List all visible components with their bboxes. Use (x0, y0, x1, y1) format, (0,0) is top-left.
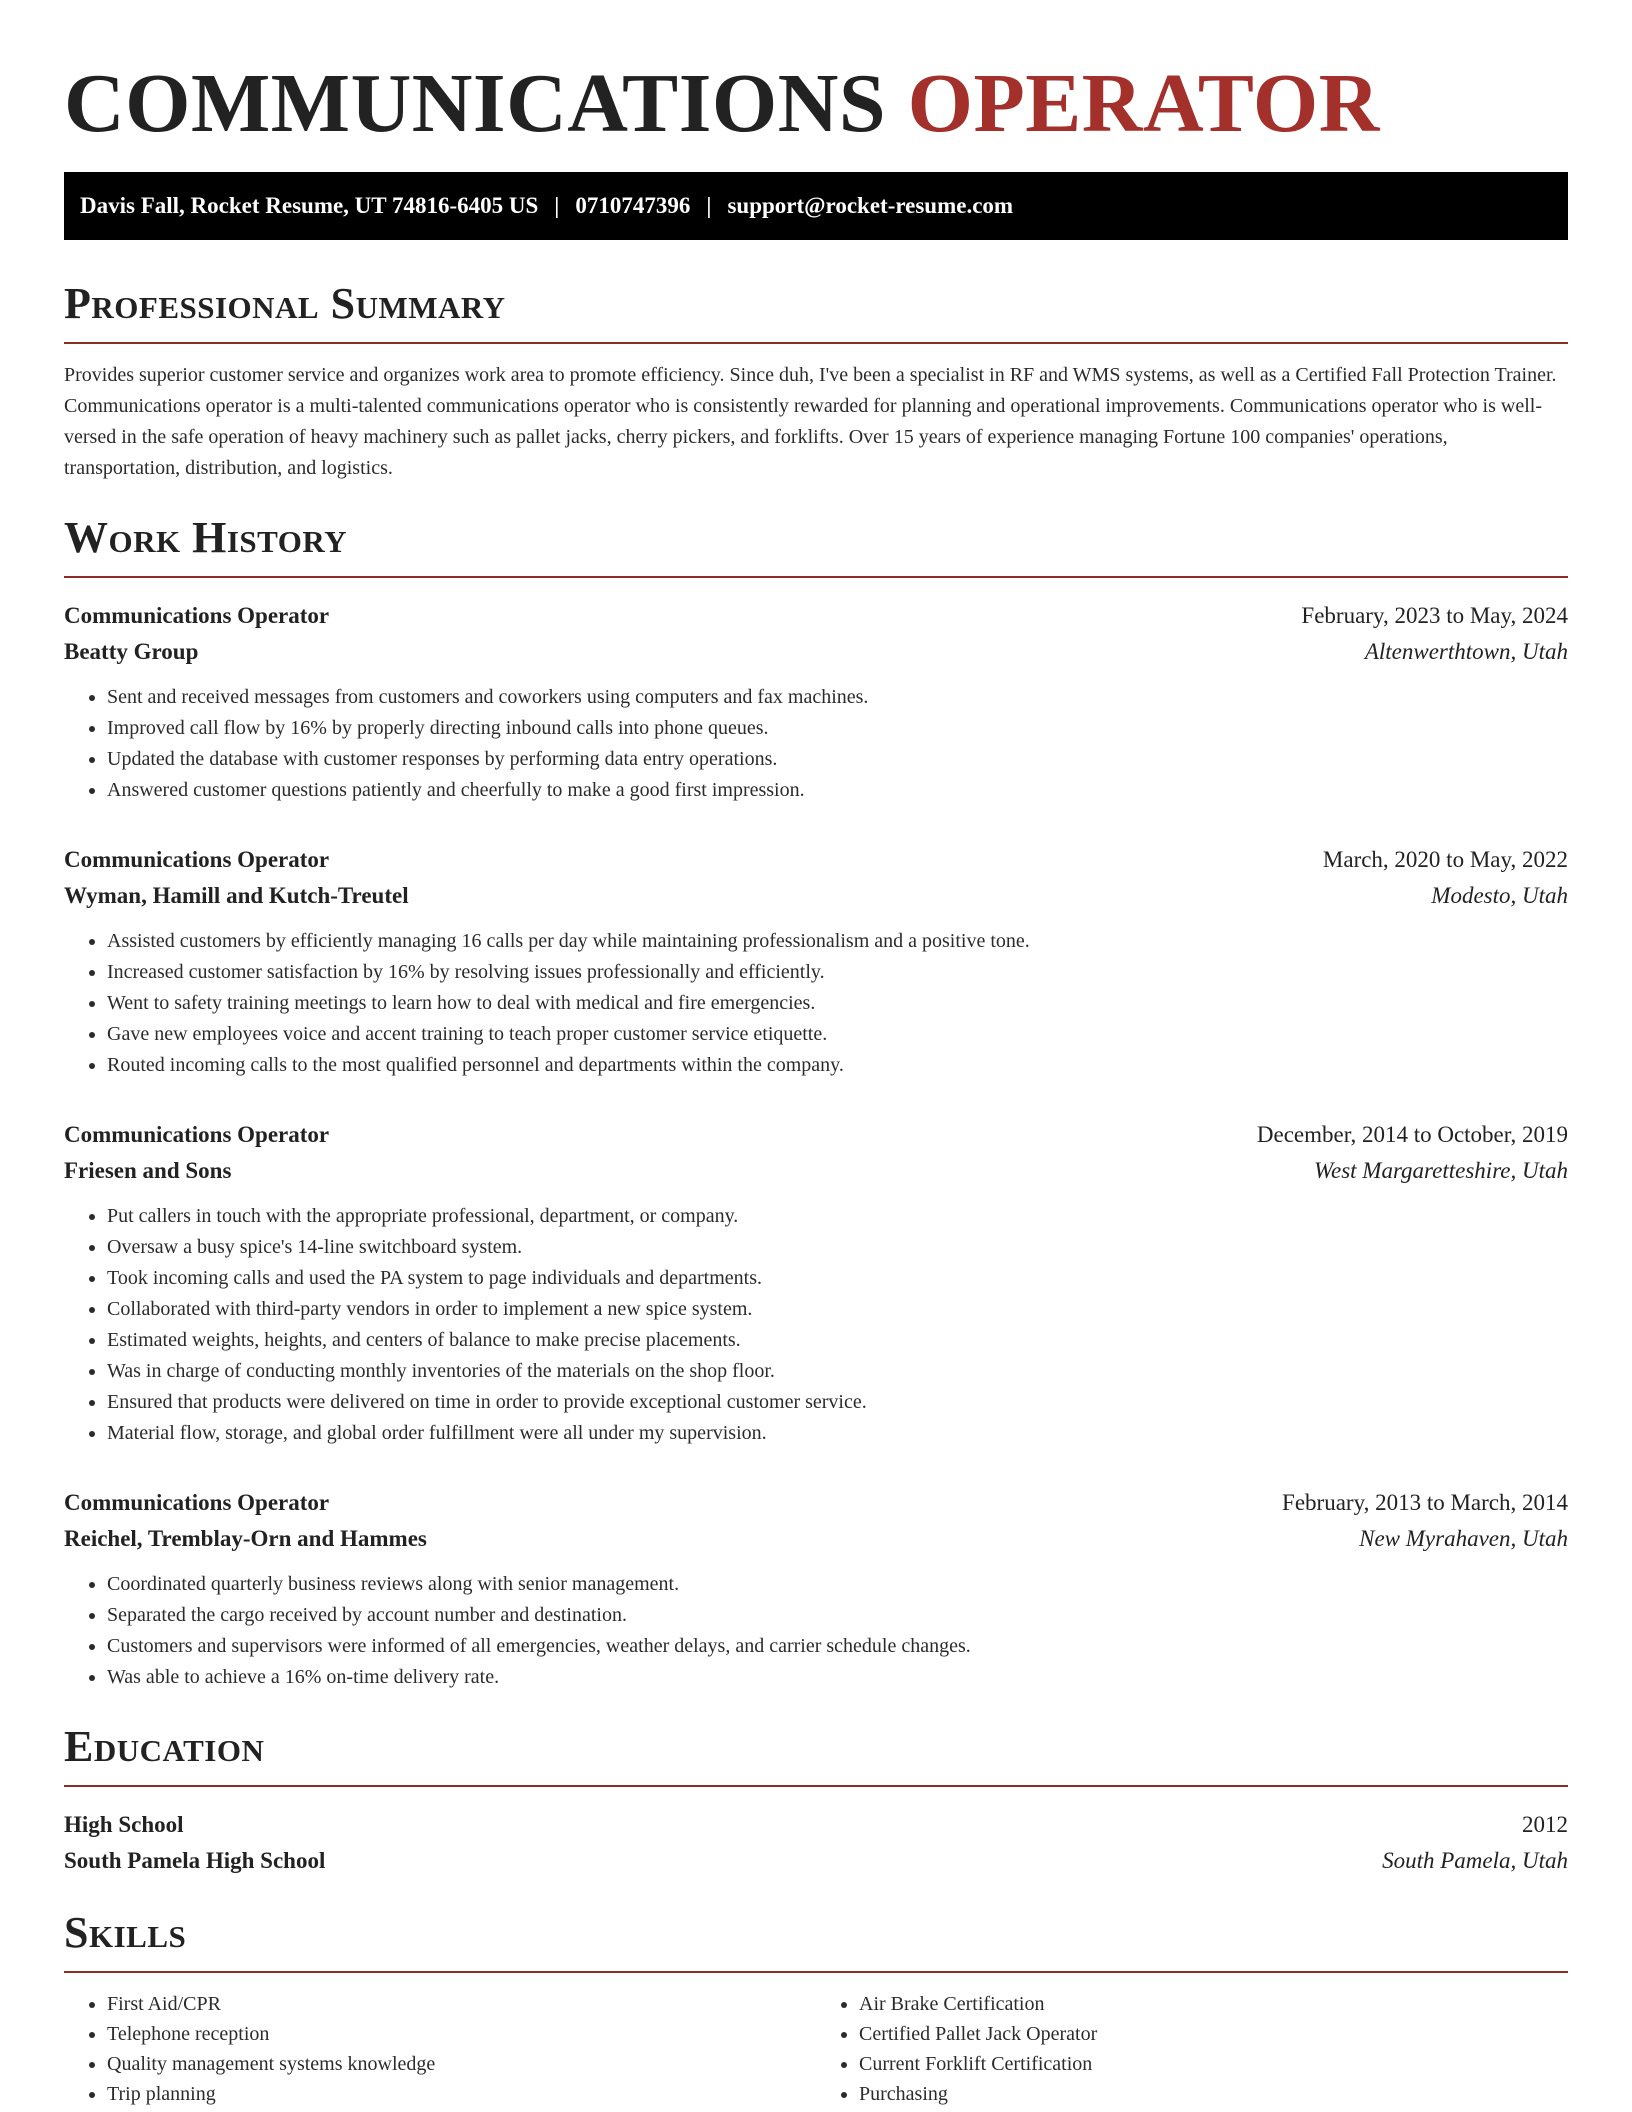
job-location: Modesto, Utah (1431, 883, 1568, 908)
job-bullets (64, 682, 1568, 806)
contact-phone: 0710747396 (575, 193, 691, 218)
job-title: Communications Operator (64, 847, 330, 872)
job-bullet: • Increased customer satisfaction by 16% by resolving issues professionally and efficiently. (107, 957, 1568, 988)
job-title: Communications Operator (64, 603, 330, 628)
job-bullet: • Coordinated quarterly business reviews along with senior management. (107, 1569, 1568, 1600)
skill-item: • Quality management systems knowledge (107, 2049, 816, 2079)
job-bullet: • Put callers in touch with the appropriate professional, department, or company. (107, 1201, 1568, 1232)
job-bullet: • Assisted customers by efficiently managing 16 calls per day while maintaining professionalism and a positive tone. (107, 926, 1568, 957)
skill-item: • Purchasing (859, 2079, 1568, 2109)
skills-heading: Skills (64, 1908, 187, 1957)
job-bullets (64, 926, 1568, 1081)
skills-column-right (816, 1989, 1568, 2109)
job-bullet: • Was able to achieve a 16% on-time delivery rate. (107, 1662, 1568, 1693)
skill-item: • Trip planning (107, 2079, 816, 2109)
contact-email[interactable]: support@rocket-resume.com (727, 193, 1014, 218)
job-title: Communications Operator (64, 1490, 330, 1515)
job-company: Beatty Group (64, 639, 199, 664)
education-degree: High School (64, 1812, 184, 1837)
job-bullet: • Oversaw a busy spice's 14-line switchboard system. (107, 1232, 1568, 1263)
contact-address: Davis Fall, Rocket Resume, UT 74816-6405 US (80, 193, 539, 218)
summary-section (64, 278, 1568, 484)
contact-bar (64, 172, 1568, 240)
job-bullets (64, 1569, 1568, 1693)
section-divider (64, 1971, 1568, 1973)
section-divider (64, 576, 1568, 578)
job-entry (64, 842, 1568, 1081)
job-bullet: • Went to safety training meetings to learn how to deal with medical and fire emergencies. (107, 988, 1568, 1019)
summary-text: Provides superior customer service and organizes work area to promote efficiency. Since duh, I've been a specialist in RF and WMS systems, as well as a Certified Fall Protection Trainer. Communications operator is a multi-talented communications operator who is consistently rewarded for planning and operational improvements. Communications operator who is well-versed in the safe operation of heavy machinery such as pallet jacks, cherry pickers, and forklifts. Over 15 years of experience managing Fortune 100 companies' operations, transportation, distribution, and logistics. (64, 364, 1557, 479)
job-bullet: • Estimated weights, heights, and centers of balance to make precise placements. (107, 1325, 1568, 1356)
summary-heading: Professional Summary (64, 279, 506, 328)
title-accent: OPERATOR (907, 57, 1380, 150)
resume-title (64, 0, 1568, 150)
section-divider (64, 1785, 1568, 1787)
job-bullet: • Ensured that products were delivered on time in order to provide exceptional customer service. (107, 1387, 1568, 1418)
job-bullets (64, 1201, 1568, 1449)
title-main: COMMUNICATIONS (64, 57, 887, 150)
job-entry (64, 1485, 1568, 1693)
education-location: South Pamela, Utah (1382, 1848, 1568, 1873)
job-company: Reichel, Tremblay-Orn and Hammes (64, 1526, 427, 1551)
job-entry (64, 598, 1568, 806)
job-bullet: • Updated the database with customer responses by performing data entry operations. (107, 744, 1568, 775)
job-bullet: • Sent and received messages from customers and coworkers using computers and fax machines. (107, 682, 1568, 713)
job-bullet: • Answered customer questions patiently and cheerfully to make a good first impression. (107, 775, 1568, 806)
skill-item: • Air Brake Certification (859, 1989, 1568, 2019)
job-bullet: • Was in charge of conducting monthly inventories of the materials on the shop floor. (107, 1356, 1568, 1387)
job-dates: March, 2020 to May, 2022 (1322, 847, 1568, 872)
job-location: Altenwerthtown, Utah (1364, 639, 1568, 664)
skills-column-left (64, 1989, 816, 2109)
contact-separator: | (554, 193, 560, 218)
job-dates: December, 2014 to October, 2019 (1256, 1122, 1568, 1147)
job-company: Friesen and Sons (64, 1158, 232, 1183)
skill-item: • Certified Pallet Jack Operator (859, 2019, 1568, 2049)
job-bullet: • Customers and supervisors were informed of all emergencies, weather delays, and carrier schedule changes. (107, 1631, 1568, 1662)
job-bullet: • Routed incoming calls to the most qualified personnel and departments within the company. (107, 1050, 1568, 1081)
work-history-heading: Work History (64, 513, 348, 562)
skills-grid (64, 1989, 1568, 2109)
skills-section (64, 1907, 1568, 2109)
skill-item: • First Aid/CPR (107, 1989, 816, 2019)
job-title: Communications Operator (64, 1122, 330, 1147)
job-bullet: • Improved call flow by 16% by properly directing inbound calls into phone queues. (107, 713, 1568, 744)
job-dates: February, 2023 to May, 2024 (1301, 603, 1568, 628)
job-bullet: • Collaborated with third-party vendors in order to implement a new spice system. (107, 1294, 1568, 1325)
job-location: West Margaretteshire, Utah (1313, 1158, 1568, 1183)
job-bullet: • Material flow, storage, and global order fulfillment were all under my supervision. (107, 1418, 1568, 1449)
skill-item: • Telephone reception (107, 2019, 816, 2049)
job-company: Wyman, Hamill and Kutch-Treutel (64, 883, 409, 908)
skill-item: • Current Forklift Certification (859, 2049, 1568, 2079)
job-bullet: • Separated the cargo received by account number and destination. (107, 1600, 1568, 1631)
section-divider (64, 342, 1568, 344)
education-section (64, 1721, 1568, 1879)
job-location: New Myrahaven, Utah (1359, 1526, 1568, 1551)
education-year: 2012 (1522, 1812, 1568, 1837)
education-school: South Pamela High School (64, 1848, 326, 1873)
job-bullet: • Took incoming calls and used the PA system to page individuals and departments. (107, 1263, 1568, 1294)
work-history-section (64, 512, 1568, 1693)
job-bullet: • Gave new employees voice and accent training to teach proper customer service etiquette. (107, 1019, 1568, 1050)
education-entry (64, 1807, 1568, 1879)
job-dates: February, 2013 to March, 2014 (1282, 1490, 1568, 1515)
job-entry (64, 1117, 1568, 1449)
contact-separator: | (706, 193, 712, 218)
education-heading: Education (64, 1722, 265, 1771)
